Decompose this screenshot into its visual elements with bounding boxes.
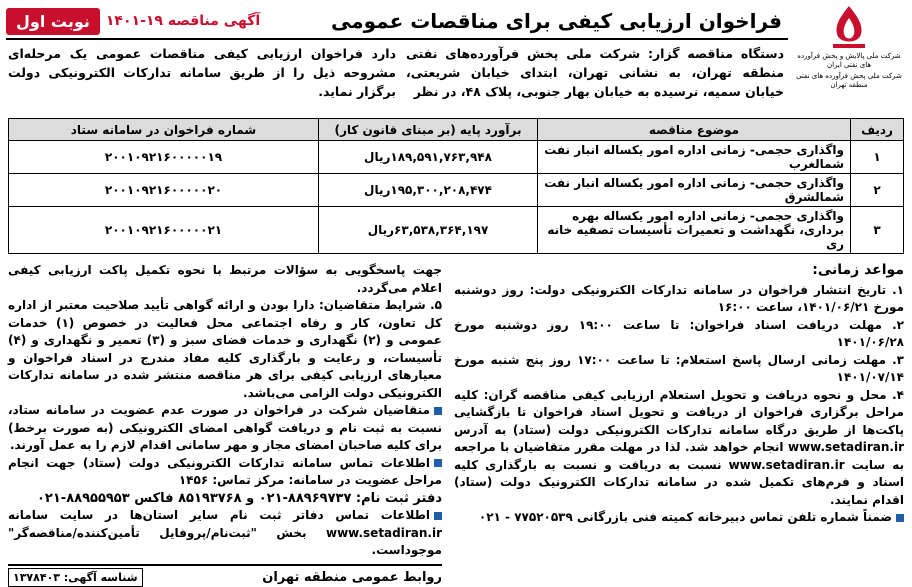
offices-note-text: اطلاعات تماس دفاتر ثبت نام سایر استان‌ها در سایت سامانه www.setadiran.ir بخش "ثبت‌نام/پروفایل تأمین‌کننده/مناقصه‌گر" موجوداست. — [8, 508, 442, 557]
membership-note-text: متقاضیان شرکت در فراخوان در صورت عدم عضویت در سامانه ستاد، نسبت به ثبت نام و دریافت گواهی امضای الکترونیکی (به صورت برخط) برای کلیه صاحبان امضای مجاز و مهر سامانی اقدام لازم را به عمل آورند. — [8, 403, 442, 452]
phone-note-text: ضمناً شماره تلفن تماس دبیرخانه کمیته فنی بازرگانی ۷۷۵۲۰۵۳۹ - ۰۲۱ — [479, 510, 892, 524]
col-header-row-num: ردیف — [851, 119, 904, 141]
intro-organizer: دستگاه مناقصه گزار: شرکت ملی پخش فرآورده‌های نفتی منطقه تهران، به نشانی تهران، ابتدای خیابان شریعتی، خیابان سمیه، نرسیده به خیابان بهار جنوبی، پلاک ۴۸، در نظر — [406, 44, 784, 101]
schedule-item-4: ۴. محل و نحوه دریافت و تحویل استعلام ارزیابی کیفی مناقصه گران: کلیه مراحل برگزاری فراخوان از دریافت و تحویل اسناد فراخوان تا بازگشایی پاکت‌ها از طریق درگاه سامانه تدارکات الکترونیکی دولت (ستاد) به آدرس www.setadiran.ir انجام خواهد شد. لذا در مهلت مقرر متقاضیان با مراجعه به سایت www.setadiran.ir نسبت به دریافت و نسبت به بارگذاری کلیه اسناد و فرم‌های تکمیل شده در سامانه تدارکات الکترونیک دولت (ستاد) اقدام نمایند. — [454, 387, 904, 510]
oil-flame-logo-icon — [825, 4, 873, 50]
header — [6, 4, 906, 40]
contact-note-text: اطلاعات تماس سامانه تدارکات الکترونیکی دولت (ستاد) جهت انجام مراحل عضویت در سامانه: مرکز تماس: ۱۴۵۶ — [8, 456, 442, 488]
schedule-heading: مواعد زمانی: — [454, 262, 904, 280]
round-badge: نوبت اول — [6, 8, 100, 35]
membership-note — [8, 402, 442, 455]
registration-office: دفتر ثبت نام: ۸۸۹۶۹۷۳۷-۰۲۱ و ۸۵۱۹۳۷۶۸ فاکس ۸۸۹۵۵۹۵۳-۰۲۱ — [8, 490, 442, 508]
ad-id: شناسه آگهی: ۱۳۷۸۴۰۳ — [8, 568, 143, 587]
tender-number-tag: آگهی مناقصه ۱۹-۱۴۰۱ — [106, 13, 260, 29]
table-header-row — [9, 119, 904, 141]
table-row — [9, 141, 904, 174]
offices-note — [8, 507, 442, 560]
schedule-item-2: ۲. مهلت دریافت اسناد فراخوان: تا ساعت ۱۹:۰۰ روز دوشنبه مورخ ۱۴۰۱/۰۶/۲۸ — [454, 317, 904, 352]
company-logo — [794, 4, 904, 90]
row-number: ۲ — [851, 174, 904, 207]
row-estimate: ۱۹۵,۳۰۰,۲۰۸,۴۷۴ریال — [319, 174, 538, 207]
square-bullet-icon — [434, 512, 442, 520]
conditions-section — [8, 262, 442, 587]
footer — [8, 564, 442, 587]
col-header-estimate: برآورد پایه (بر مبنای قانون کار) — [319, 119, 538, 141]
square-bullet-icon — [896, 514, 904, 522]
col-header-subject: موضوع مناقصه — [538, 119, 851, 141]
row-subject: واگذاری حجمی- زمانی اداره امور یکساله انبار نفت شمالغرب — [538, 141, 851, 174]
title-bar — [6, 4, 788, 40]
phone-note — [454, 509, 904, 527]
square-bullet-icon — [434, 407, 442, 415]
row-estimate: ۶۳,۵۳۸,۳۶۴,۱۹۷ریال — [319, 207, 538, 254]
schedule-item-3: ۳. مهلت زمانی ارسال پاسخ استعلام: تا ساعت ۱۷:۰۰ روز پنج شنبه مورخ ۱۴۰۱/۰۷/۱۴ — [454, 352, 904, 387]
schedule-item-1: ۱. تاریخ انتشار فراخوان در سامانه تدارکات الکترونیکی دولت: روز دوشنبه مورخ ۱۴۰۱/۰۶/۲۱، ساعت ۱۶:۰۰ — [454, 282, 904, 317]
page-title: فراخوان ارزیابی کیفی برای مناقصات عمومی — [331, 9, 788, 33]
conditions-item-5: ۵. شرایط متقاضیان: دارا بودن و ارائه گواهی تأیید صلاحیت معتبر از اداره کل تعاون، کار و رفاه اجتماعی محل فعالیت در خصوص (۱) خدمات عمومی و (۲) نگهداری و خدمات فضای سبز و (۳) تعمیر و نگهداری و (۴) تأسیسات، و رعایت و بارگذاری کلیه مفاد مندرج در اسناد فراخوان و معیارهای ارزیابی کیفی برای هر مناقصه منتشر شده در سامانه تدارکات الکترونیکی دولت الزامی می‌باشد. — [8, 297, 442, 402]
logo-caption-1: شرکت ملی پالایش و پخش فرآورده های نفتی ایران — [794, 52, 904, 70]
title-tags — [6, 8, 260, 35]
intro-purpose: دارد فراخوان ارزیابی کیفی مناقصات عمومی یک مرحله‌ای مشروحه ذیل را از طریق سامانه تدارکات الکترونیکی دولت برگزار نماید. — [8, 44, 396, 101]
table-row — [9, 174, 904, 207]
row-setad-number: ۲۰۰۱۰۹۲۱۶۰۰۰۰۰۱۹ — [9, 141, 319, 174]
row-number: ۳ — [851, 207, 904, 254]
row-subject: واگذاری حجمی- زمانی اداره امور یکساله انبار نفت شمالشرق — [538, 174, 851, 207]
conditions-intro: جهت پاسخگویی به سؤالات مرتبط با نحوه تکمیل پاکت ارزیابی کیفی اعلام می‌گردد. — [8, 262, 442, 297]
public-relations-signature: روابط عمومی منطقه تهران — [262, 569, 442, 587]
square-bullet-icon — [434, 459, 442, 467]
row-estimate: ۱۸۹,۵۹۱,۷۶۳,۹۴۸ریال — [319, 141, 538, 174]
schedule-section — [454, 262, 904, 527]
contact-note — [8, 455, 442, 490]
tender-table — [8, 118, 904, 254]
row-setad-number: ۲۰۰۱۰۹۲۱۶۰۰۰۰۰۲۱ — [9, 207, 319, 254]
row-number: ۱ — [851, 141, 904, 174]
row-setad-number: ۲۰۰۱۰۹۲۱۶۰۰۰۰۰۲۰ — [9, 174, 319, 207]
row-subject: واگذاری حجمی- زمانی اداره امور یکساله بهره برداری، نگهداشت و تعمیرات تأسیسات تصفیه خانه ری — [538, 207, 851, 254]
logo-caption-2: شرکت ملی پخش فرآورده های نفتی منطقه تهران — [794, 72, 904, 90]
table-row — [9, 207, 904, 254]
col-header-setad-number: شماره فراخوان در سامانه ستاد — [9, 119, 319, 141]
